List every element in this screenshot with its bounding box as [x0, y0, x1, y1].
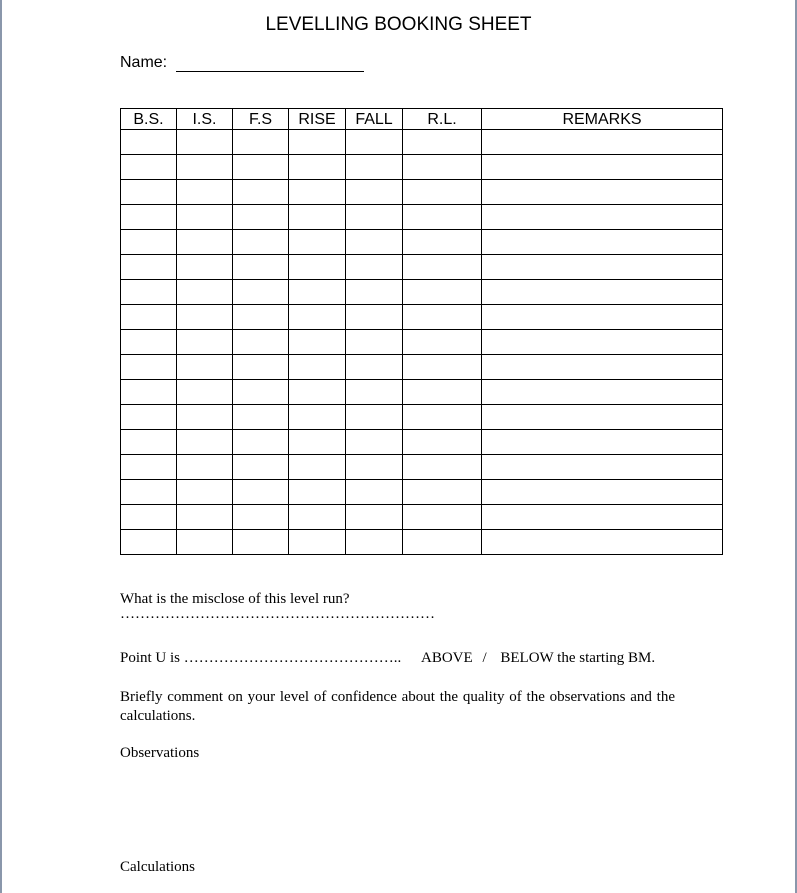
table-cell[interactable] — [289, 380, 346, 405]
table-cell[interactable] — [403, 130, 482, 155]
table-cell[interactable] — [233, 405, 289, 430]
table-cell[interactable] — [482, 305, 723, 330]
point-u-statement — [120, 650, 655, 667]
column-header-fall: FALL — [346, 109, 403, 130]
page-title: LEVELLING BOOKING SHEET — [265, 14, 532, 35]
table-cell[interactable] — [177, 430, 233, 455]
table-row — [121, 405, 723, 430]
name-field — [120, 53, 364, 72]
column-header-fs: F.S — [233, 109, 289, 130]
table-cell[interactable] — [289, 330, 346, 355]
table-cell[interactable] — [121, 205, 177, 230]
table-cell[interactable] — [403, 280, 482, 305]
table-cell[interactable] — [403, 155, 482, 180]
table-cell[interactable] — [403, 355, 482, 380]
page-border-left — [0, 0, 2, 893]
table-cell[interactable] — [121, 530, 177, 555]
table-cell[interactable] — [233, 255, 289, 280]
table-row — [121, 255, 723, 280]
table-cell[interactable] — [346, 505, 403, 530]
table-cell[interactable] — [289, 130, 346, 155]
table-cell[interactable] — [346, 230, 403, 255]
table-cell[interactable] — [121, 405, 177, 430]
table-cell[interactable] — [233, 305, 289, 330]
table-cell[interactable] — [233, 380, 289, 405]
table-cell[interactable] — [346, 355, 403, 380]
table-cell[interactable] — [177, 455, 233, 480]
table-header-row — [121, 109, 723, 130]
table-cell[interactable] — [177, 230, 233, 255]
table-cell[interactable] — [289, 305, 346, 330]
table-cell[interactable] — [121, 380, 177, 405]
table-row — [121, 230, 723, 255]
point-u-prefix: Point U is — [120, 650, 181, 666]
booking-table-body — [121, 130, 723, 555]
table-cell[interactable] — [177, 330, 233, 355]
table-cell[interactable] — [121, 180, 177, 205]
table-cell[interactable] — [177, 205, 233, 230]
point-u-suffix: the starting BM. — [557, 650, 656, 666]
table-cell[interactable] — [403, 180, 482, 205]
table-cell[interactable] — [482, 130, 723, 155]
table-cell[interactable] — [233, 155, 289, 180]
table-cell[interactable] — [177, 355, 233, 380]
table-cell[interactable] — [403, 305, 482, 330]
point-u-answer-line[interactable]: …………………………………….. — [183, 650, 402, 666]
table-cell[interactable] — [233, 330, 289, 355]
table-row — [121, 430, 723, 455]
table-row — [121, 155, 723, 180]
table-cell[interactable] — [346, 530, 403, 555]
table-cell[interactable] — [177, 180, 233, 205]
table-cell[interactable] — [233, 280, 289, 305]
table-cell[interactable] — [346, 405, 403, 430]
table-cell[interactable] — [482, 330, 723, 355]
table-cell[interactable] — [289, 530, 346, 555]
table-cell[interactable] — [289, 205, 346, 230]
table-cell[interactable] — [346, 430, 403, 455]
table-cell[interactable] — [233, 530, 289, 555]
table-cell[interactable] — [482, 530, 723, 555]
table-cell[interactable] — [346, 180, 403, 205]
table-cell[interactable] — [403, 430, 482, 455]
below-option[interactable]: BELOW — [500, 650, 554, 666]
table-cell[interactable] — [289, 480, 346, 505]
table-cell[interactable] — [482, 455, 723, 480]
table-cell[interactable] — [177, 530, 233, 555]
table-cell[interactable] — [121, 305, 177, 330]
misclose-answer-line[interactable]: ……………………………………………………… — [120, 606, 435, 622]
calculations-heading: Calculations — [120, 859, 195, 875]
table-row — [121, 330, 723, 355]
table-cell[interactable] — [403, 380, 482, 405]
table-cell[interactable] — [346, 280, 403, 305]
table-row — [121, 505, 723, 530]
table-cell[interactable] — [233, 180, 289, 205]
table-cell[interactable] — [403, 230, 482, 255]
table-cell[interactable] — [177, 155, 233, 180]
table-cell[interactable] — [482, 280, 723, 305]
column-header-rise: RISE — [289, 109, 346, 130]
table-cell[interactable] — [121, 430, 177, 455]
table-cell[interactable] — [482, 180, 723, 205]
name-label: Name: — [120, 54, 168, 71]
table-cell[interactable] — [233, 430, 289, 455]
table-row — [121, 305, 723, 330]
table-cell[interactable] — [403, 330, 482, 355]
table-cell[interactable] — [482, 380, 723, 405]
table-cell[interactable] — [233, 480, 289, 505]
table-cell[interactable] — [177, 305, 233, 330]
table-cell[interactable] — [233, 355, 289, 380]
table-cell[interactable] — [121, 230, 177, 255]
table-cell[interactable] — [403, 405, 482, 430]
table-cell[interactable] — [346, 255, 403, 280]
table-cell[interactable] — [482, 505, 723, 530]
table-cell[interactable] — [121, 455, 177, 480]
table-row — [121, 480, 723, 505]
table-cell[interactable] — [289, 430, 346, 455]
option-separator: / — [482, 650, 487, 666]
table-cell[interactable] — [289, 155, 346, 180]
table-row — [121, 280, 723, 305]
column-header-rl: R.L. — [403, 109, 482, 130]
table-cell[interactable] — [177, 405, 233, 430]
table-cell[interactable] — [482, 155, 723, 180]
table-cell[interactable] — [121, 255, 177, 280]
misclose-question: What is the misclose of this level run? — [120, 591, 350, 607]
table-cell[interactable] — [346, 480, 403, 505]
table-cell[interactable] — [233, 230, 289, 255]
above-option[interactable]: ABOVE — [421, 650, 473, 666]
table-cell[interactable] — [403, 480, 482, 505]
column-header-remarks: REMARKS — [482, 109, 723, 130]
table-cell[interactable] — [346, 130, 403, 155]
table-row — [121, 205, 723, 230]
table-cell[interactable] — [403, 205, 482, 230]
table-cell[interactable] — [289, 355, 346, 380]
table-cell[interactable] — [482, 430, 723, 455]
table-cell[interactable] — [121, 355, 177, 380]
table-cell[interactable] — [346, 205, 403, 230]
table-cell[interactable] — [346, 455, 403, 480]
table-cell[interactable] — [346, 380, 403, 405]
table-cell[interactable] — [289, 505, 346, 530]
table-cell[interactable] — [403, 455, 482, 480]
table-cell[interactable] — [233, 205, 289, 230]
table-cell[interactable] — [482, 205, 723, 230]
table-row — [121, 355, 723, 380]
comment-prompt: Briefly comment on your level of confidence about the quality of the observations and the calculations. — [120, 689, 675, 724]
table-cell[interactable] — [346, 155, 403, 180]
table-cell[interactable] — [233, 455, 289, 480]
table-cell[interactable] — [177, 130, 233, 155]
table-cell[interactable] — [177, 480, 233, 505]
table-cell[interactable] — [121, 155, 177, 180]
table-cell[interactable] — [121, 505, 177, 530]
table-row — [121, 380, 723, 405]
table-cell[interactable] — [177, 380, 233, 405]
table-cell[interactable] — [177, 280, 233, 305]
table-cell[interactable] — [233, 130, 289, 155]
table-cell[interactable] — [482, 480, 723, 505]
table-cell[interactable] — [233, 505, 289, 530]
table-cell[interactable] — [346, 330, 403, 355]
table-cell[interactable] — [403, 530, 482, 555]
table-cell[interactable] — [121, 130, 177, 155]
table-cell[interactable] — [289, 405, 346, 430]
table-cell[interactable] — [482, 355, 723, 380]
table-row — [121, 455, 723, 480]
table-cell[interactable] — [346, 305, 403, 330]
table-cell[interactable] — [121, 480, 177, 505]
table-cell[interactable] — [289, 255, 346, 280]
booking-table — [120, 108, 723, 555]
column-header-bs: B.S. — [121, 109, 177, 130]
table-cell[interactable] — [121, 280, 177, 305]
table-cell[interactable] — [482, 230, 723, 255]
table-cell[interactable] — [289, 180, 346, 205]
table-row — [121, 530, 723, 555]
table-cell[interactable] — [289, 230, 346, 255]
table-row — [121, 130, 723, 155]
table-cell[interactable] — [403, 505, 482, 530]
table-cell[interactable] — [121, 330, 177, 355]
table-cell[interactable] — [482, 405, 723, 430]
table-cell[interactable] — [403, 255, 482, 280]
table-cell[interactable] — [289, 280, 346, 305]
table-row — [121, 180, 723, 205]
observations-heading: Observations — [120, 745, 200, 761]
name-input-line[interactable] — [176, 53, 364, 72]
table-cell[interactable] — [482, 255, 723, 280]
table-cell[interactable] — [289, 455, 346, 480]
table-cell[interactable] — [177, 255, 233, 280]
table-cell[interactable] — [177, 505, 233, 530]
column-header-is: I.S. — [177, 109, 233, 130]
